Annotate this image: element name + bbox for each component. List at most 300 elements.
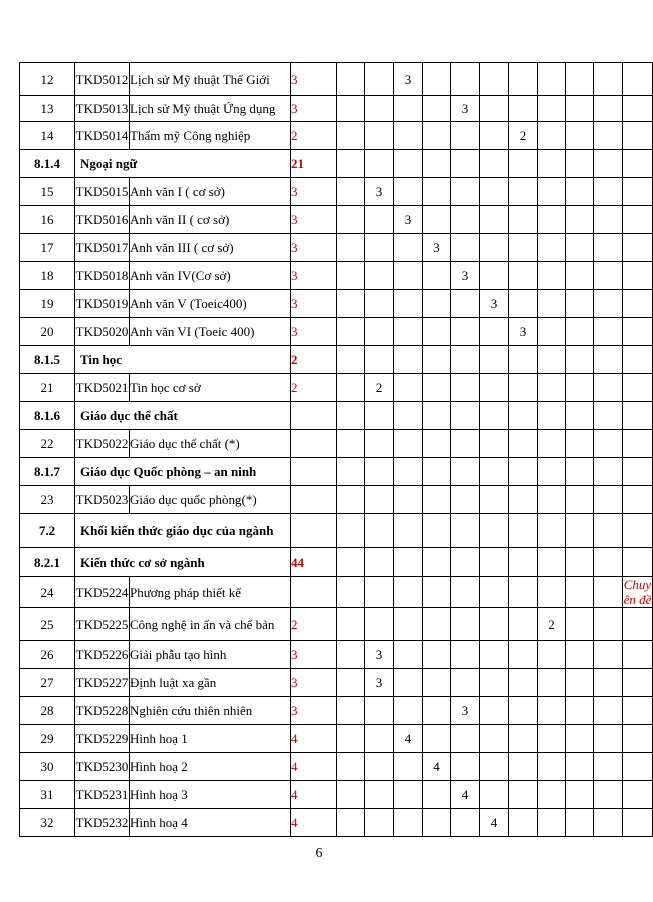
semester-cell: 4 xyxy=(394,725,423,753)
course-code: TKD5013 xyxy=(75,96,130,122)
semester-cell xyxy=(337,548,365,577)
semester-cell xyxy=(394,346,423,374)
semester-cell xyxy=(566,206,594,234)
table-row xyxy=(20,122,653,150)
semester-cell xyxy=(509,608,538,641)
semester-cell xyxy=(451,150,480,178)
semester-cell xyxy=(451,669,480,697)
course-credits: 4 xyxy=(291,781,337,809)
course-code: TKD5012 xyxy=(75,63,130,96)
semester-cell xyxy=(480,514,509,548)
semester-cell xyxy=(394,402,423,430)
semester-cell xyxy=(594,608,623,641)
semester-cell xyxy=(594,150,623,178)
semester-cell xyxy=(337,753,365,781)
semester-cell xyxy=(423,781,451,809)
semester-cell xyxy=(509,458,538,486)
semester-cell: 3 xyxy=(451,697,480,725)
semester-cell xyxy=(365,458,394,486)
course-code: TKD5226 xyxy=(75,641,130,669)
semester-cell xyxy=(566,318,594,346)
page-number: 6 xyxy=(315,846,323,861)
semester-cell xyxy=(423,641,451,669)
semester-cell xyxy=(538,458,566,486)
semester-cell xyxy=(594,374,623,402)
semester-cell xyxy=(538,346,566,374)
semester-cell xyxy=(394,234,423,262)
note-cell xyxy=(623,96,653,122)
semester-cell xyxy=(451,458,480,486)
semester-cell xyxy=(509,725,538,753)
semester-cell xyxy=(365,63,394,96)
semester-cell xyxy=(337,262,365,290)
course-credits: 3 xyxy=(291,262,337,290)
semester-cell xyxy=(566,669,594,697)
course-name: Anh văn II ( cơ sở) xyxy=(130,206,291,234)
semester-cell xyxy=(423,122,451,150)
semester-cell xyxy=(423,206,451,234)
table-row xyxy=(20,753,653,781)
course-credits: 3 xyxy=(291,206,337,234)
section-credits: 2 xyxy=(291,346,337,374)
semester-cell xyxy=(337,725,365,753)
semester-cell: 3 xyxy=(451,96,480,122)
semester-cell xyxy=(337,669,365,697)
section-row xyxy=(20,548,653,577)
course-name: Hình hoạ 2 xyxy=(130,753,291,781)
section-credits: 44 xyxy=(291,548,337,577)
semester-cell xyxy=(538,641,566,669)
semester-cell xyxy=(566,486,594,514)
semester-cell xyxy=(509,669,538,697)
semester-cell xyxy=(365,809,394,837)
semester-cell xyxy=(365,725,394,753)
semester-cell xyxy=(394,318,423,346)
semester-cell xyxy=(394,608,423,641)
note-cell xyxy=(623,234,653,262)
course-code: TKD5017 xyxy=(75,234,130,262)
note-cell xyxy=(623,669,653,697)
semester-cell xyxy=(480,150,509,178)
semester-cell: 3 xyxy=(423,234,451,262)
semester-cell xyxy=(480,402,509,430)
semester-cell xyxy=(365,697,394,725)
semester-cell xyxy=(566,725,594,753)
semester-cell xyxy=(337,697,365,725)
table-row xyxy=(20,290,653,318)
semester-cell: 3 xyxy=(480,290,509,318)
row-number: 17 xyxy=(20,234,75,262)
semester-cell xyxy=(451,608,480,641)
semester-cell xyxy=(337,430,365,458)
semester-cell xyxy=(394,122,423,150)
semester-cell xyxy=(623,346,653,374)
curriculum-table xyxy=(19,62,653,837)
note-cell xyxy=(623,725,653,753)
section-credits xyxy=(291,514,337,548)
row-number: 27 xyxy=(20,669,75,697)
semester-cell xyxy=(566,402,594,430)
note-cell xyxy=(623,608,653,641)
course-credits: 3 xyxy=(291,641,337,669)
semester-cell xyxy=(509,402,538,430)
semester-cell xyxy=(509,548,538,577)
semester-cell xyxy=(623,514,653,548)
semester-cell xyxy=(594,753,623,781)
semester-cell xyxy=(594,262,623,290)
section-title: Khối kiến thức giáo dục của ngành xyxy=(75,514,291,548)
semester-cell xyxy=(538,697,566,725)
course-credits: 3 xyxy=(291,63,337,96)
table-row xyxy=(20,96,653,122)
semester-cell: 2 xyxy=(509,122,538,150)
semester-cell xyxy=(423,458,451,486)
semester-cell xyxy=(394,262,423,290)
row-number: 13 xyxy=(20,96,75,122)
semester-cell xyxy=(423,346,451,374)
semester-cell xyxy=(509,63,538,96)
note-cell xyxy=(623,697,653,725)
semester-cell xyxy=(451,486,480,514)
section-number: 8.1.6 xyxy=(20,402,75,430)
semester-cell xyxy=(365,753,394,781)
row-number: 31 xyxy=(20,781,75,809)
table-row xyxy=(20,697,653,725)
semester-cell xyxy=(594,122,623,150)
semester-cell xyxy=(423,697,451,725)
semester-cell xyxy=(538,514,566,548)
section-title: Giáo dục Quốc phòng – an ninh xyxy=(75,458,291,486)
section-row xyxy=(20,458,653,486)
semester-cell xyxy=(365,234,394,262)
semester-cell: 4 xyxy=(480,809,509,837)
note-cell xyxy=(623,178,653,206)
semester-cell xyxy=(423,548,451,577)
semester-cell xyxy=(623,150,653,178)
course-credits: 3 xyxy=(291,318,337,346)
semester-cell xyxy=(538,206,566,234)
semester-cell xyxy=(394,514,423,548)
section-credits xyxy=(291,402,337,430)
semester-cell xyxy=(594,96,623,122)
semester-cell xyxy=(594,346,623,374)
course-name: Giải phẫu tạo hình xyxy=(130,641,291,669)
semester-cell xyxy=(365,290,394,318)
semester-cell xyxy=(480,781,509,809)
course-code: TKD5022 xyxy=(75,430,130,458)
semester-cell xyxy=(538,781,566,809)
course-code: TKD5231 xyxy=(75,781,130,809)
semester-cell xyxy=(451,402,480,430)
semester-cell xyxy=(480,96,509,122)
course-code: TKD5016 xyxy=(75,206,130,234)
course-name: Phương pháp thiết kế xyxy=(130,577,291,608)
row-number: 26 xyxy=(20,641,75,669)
semester-cell xyxy=(337,290,365,318)
semester-cell xyxy=(451,206,480,234)
course-name: Công nghệ in ấn và chế bản xyxy=(130,608,291,641)
semester-cell xyxy=(509,96,538,122)
semester-cell xyxy=(480,122,509,150)
note-cell xyxy=(623,290,653,318)
semester-cell xyxy=(451,234,480,262)
course-name: Anh văn IV(Cơ sở) xyxy=(130,262,291,290)
semester-cell xyxy=(480,548,509,577)
semester-cell xyxy=(594,577,623,608)
semester-cell xyxy=(509,206,538,234)
semester-cell xyxy=(423,725,451,753)
semester-cell xyxy=(394,781,423,809)
semester-cell xyxy=(451,374,480,402)
semester-cell xyxy=(509,262,538,290)
course-credits: 4 xyxy=(291,725,337,753)
semester-cell xyxy=(423,809,451,837)
semester-cell xyxy=(594,430,623,458)
semester-cell xyxy=(623,548,653,577)
semester-cell xyxy=(538,486,566,514)
section-title: Kiến thức cơ sở ngành xyxy=(75,548,291,577)
semester-cell xyxy=(538,290,566,318)
section-number: 8.1.5 xyxy=(20,346,75,374)
semester-cell xyxy=(451,514,480,548)
semester-cell xyxy=(480,725,509,753)
course-code: TKD5225 xyxy=(75,608,130,641)
semester-cell xyxy=(394,150,423,178)
semester-cell xyxy=(566,234,594,262)
semester-cell xyxy=(509,346,538,374)
semester-cell: 3 xyxy=(394,206,423,234)
semester-cell xyxy=(394,809,423,837)
course-name: Hình hoạ 3 xyxy=(130,781,291,809)
semester-cell xyxy=(394,641,423,669)
semester-cell xyxy=(480,458,509,486)
semester-cell xyxy=(423,96,451,122)
course-credits: 2 xyxy=(291,122,337,150)
semester-cell xyxy=(337,641,365,669)
semester-cell xyxy=(337,402,365,430)
table-row xyxy=(20,781,653,809)
semester-cell xyxy=(538,725,566,753)
semester-cell xyxy=(480,608,509,641)
course-credits: 3 xyxy=(291,234,337,262)
row-number: 20 xyxy=(20,318,75,346)
note-cell: Chuy ên đề xyxy=(623,577,652,607)
semester-cell xyxy=(509,486,538,514)
semester-cell xyxy=(480,346,509,374)
semester-cell xyxy=(594,234,623,262)
semester-cell xyxy=(451,122,480,150)
course-name: Lịch sử Mỹ thuật Ứng dụng xyxy=(130,96,291,122)
section-row xyxy=(20,514,653,548)
semester-cell xyxy=(394,458,423,486)
course-name: Thẩm mỹ Công nghiệp xyxy=(130,122,291,150)
semester-cell xyxy=(480,234,509,262)
semester-cell xyxy=(365,122,394,150)
semester-cell xyxy=(394,96,423,122)
course-code: TKD5232 xyxy=(75,809,130,837)
table-row xyxy=(20,669,653,697)
semester-cell: 2 xyxy=(365,374,394,402)
semester-cell xyxy=(394,669,423,697)
course-code: TKD5023 xyxy=(75,486,130,514)
table-row xyxy=(20,809,653,837)
semester-cell xyxy=(451,809,480,837)
semester-cell xyxy=(566,641,594,669)
semester-cell xyxy=(423,430,451,458)
semester-cell xyxy=(337,577,365,608)
semester-cell xyxy=(394,290,423,318)
course-code: TKD5021 xyxy=(75,374,130,402)
note-cell xyxy=(623,753,653,781)
semester-cell xyxy=(423,63,451,96)
semester-cell xyxy=(509,514,538,548)
semester-cell xyxy=(594,402,623,430)
course-code: TKD5229 xyxy=(75,725,130,753)
course-code: TKD5019 xyxy=(75,290,130,318)
semester-cell xyxy=(566,577,594,608)
note-cell xyxy=(623,486,653,514)
semester-cell xyxy=(423,402,451,430)
semester-cell xyxy=(480,753,509,781)
semester-cell xyxy=(623,458,653,486)
section-credits: 21 xyxy=(291,150,337,178)
table-row xyxy=(20,63,653,96)
semester-cell xyxy=(480,430,509,458)
table-row xyxy=(20,178,653,206)
row-number: 12 xyxy=(20,63,75,96)
semester-cell xyxy=(480,486,509,514)
note-cell xyxy=(623,641,653,669)
course-code: TKD5224 xyxy=(75,577,130,608)
section-number: 8.2.1 xyxy=(20,548,75,577)
table-body xyxy=(20,63,653,837)
course-credits xyxy=(291,577,337,608)
section-row xyxy=(20,150,653,178)
semester-cell xyxy=(566,697,594,725)
semester-cell xyxy=(337,514,365,548)
semester-cell xyxy=(594,514,623,548)
semester-cell xyxy=(538,122,566,150)
section-number: 8.1.7 xyxy=(20,458,75,486)
semester-cell xyxy=(337,96,365,122)
semester-cell xyxy=(337,178,365,206)
course-credits: 4 xyxy=(291,809,337,837)
semester-cell xyxy=(365,346,394,374)
semester-cell xyxy=(365,577,394,608)
course-credits: 2 xyxy=(291,374,337,402)
semester-cell xyxy=(594,548,623,577)
semester-cell: 3 xyxy=(365,178,394,206)
semester-cell xyxy=(594,458,623,486)
course-credits: 3 xyxy=(291,178,337,206)
course-name: Nghiên cứu thiên nhiên xyxy=(130,697,291,725)
semester-cell xyxy=(566,753,594,781)
semester-cell xyxy=(566,150,594,178)
section-number: 7.2 xyxy=(20,514,75,548)
semester-cell xyxy=(594,697,623,725)
semester-cell xyxy=(451,753,480,781)
semester-cell xyxy=(594,669,623,697)
course-name: Anh văn III ( cơ sở) xyxy=(130,234,291,262)
row-number: 24 xyxy=(20,577,75,608)
row-number: 32 xyxy=(20,809,75,837)
row-number: 28 xyxy=(20,697,75,725)
section-title: Tin học xyxy=(75,346,291,374)
semester-cell xyxy=(423,374,451,402)
semester-cell xyxy=(451,430,480,458)
semester-cell xyxy=(451,641,480,669)
semester-cell xyxy=(423,669,451,697)
table-row xyxy=(20,577,653,608)
semester-cell xyxy=(337,486,365,514)
semester-cell xyxy=(509,753,538,781)
semester-cell xyxy=(480,669,509,697)
note-cell xyxy=(623,122,653,150)
semester-cell xyxy=(394,486,423,514)
semester-cell xyxy=(423,577,451,608)
semester-cell xyxy=(451,178,480,206)
semester-cell xyxy=(509,290,538,318)
semester-cell xyxy=(365,430,394,458)
course-name: Anh văn VI (Toeic 400) xyxy=(130,318,291,346)
semester-cell xyxy=(566,262,594,290)
course-credits: 2 xyxy=(291,608,337,641)
course-code: TKD5015 xyxy=(75,178,130,206)
semester-cell xyxy=(337,608,365,641)
course-code: TKD5014 xyxy=(75,122,130,150)
semester-cell xyxy=(566,178,594,206)
semester-cell xyxy=(451,725,480,753)
section-row xyxy=(20,402,653,430)
course-credits: 4 xyxy=(291,753,337,781)
semester-cell xyxy=(451,63,480,96)
semester-cell xyxy=(566,809,594,837)
semester-cell: 3 xyxy=(394,63,423,96)
table-row xyxy=(20,725,653,753)
section-credits xyxy=(291,458,337,486)
semester-cell xyxy=(566,346,594,374)
semester-cell xyxy=(423,262,451,290)
semester-cell: 3 xyxy=(509,318,538,346)
course-name: Anh văn V (Toeic400) xyxy=(130,290,291,318)
semester-cell xyxy=(509,781,538,809)
course-name: Giáo dục thể chất (*) xyxy=(130,430,291,458)
semester-cell xyxy=(538,577,566,608)
table-row xyxy=(20,318,653,346)
table-row xyxy=(20,430,653,458)
semester-cell xyxy=(594,725,623,753)
course-code: TKD5228 xyxy=(75,697,130,725)
semester-cell xyxy=(365,262,394,290)
semester-cell xyxy=(480,63,509,96)
note-cell xyxy=(623,206,653,234)
semester-cell xyxy=(509,374,538,402)
semester-cell xyxy=(509,178,538,206)
semester-cell xyxy=(538,63,566,96)
semester-cell xyxy=(337,374,365,402)
semester-cell xyxy=(337,234,365,262)
semester-cell xyxy=(538,430,566,458)
course-name: Anh văn I ( cơ sở) xyxy=(130,178,291,206)
course-credits: 3 xyxy=(291,96,337,122)
course-credits xyxy=(291,430,337,458)
course-code: TKD5020 xyxy=(75,318,130,346)
semester-cell xyxy=(480,641,509,669)
semester-cell: 2 xyxy=(538,608,566,641)
course-name: Giáo dục quốc phòng(*) xyxy=(130,486,291,514)
semester-cell xyxy=(566,608,594,641)
section-title: Ngoại ngữ xyxy=(75,150,291,178)
